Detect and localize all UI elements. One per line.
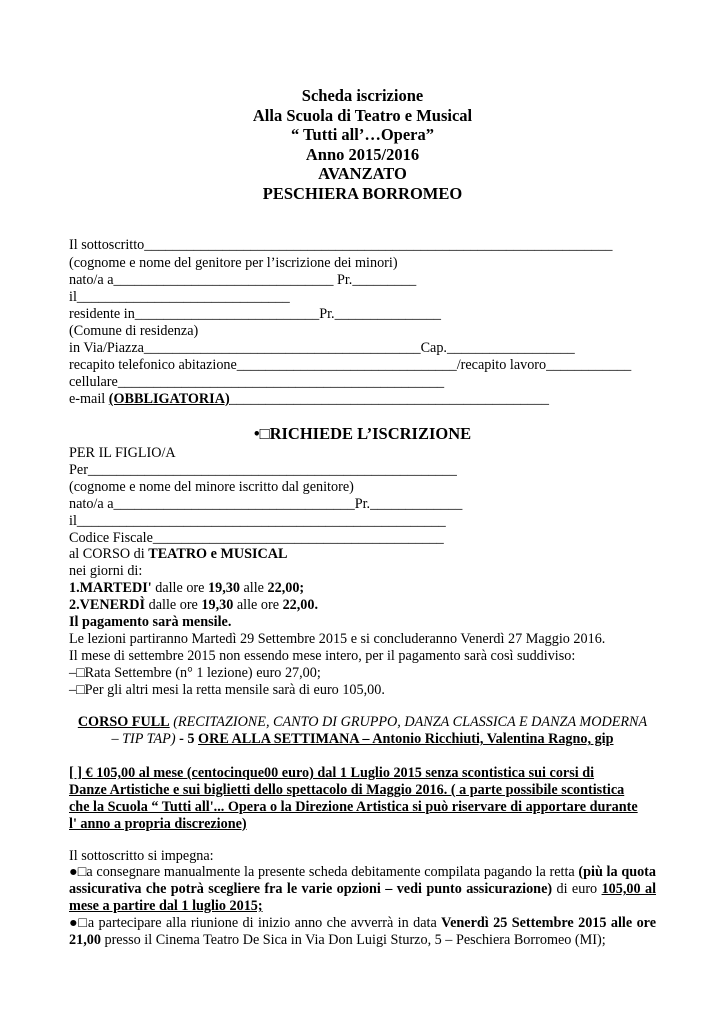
- email-blank: _____________________________________________: [229, 391, 549, 407]
- price-block: [69, 765, 656, 833]
- title-line-1: Scheda iscrizione: [301, 86, 424, 105]
- commitment-1-text: ●□a consegnare manualmente la presente scheda debitamente compilata pagando la retta: [69, 864, 579, 880]
- parent-birthplace-line: nato/a a_______________________________ Pr._________: [69, 272, 417, 288]
- price-checkbox[interactable]: [ ]: [69, 765, 82, 781]
- commitment-2: [69, 915, 656, 949]
- title-line-2: Alla Scuola di Teatro e Musical: [252, 105, 473, 125]
- course-prefix: al CORSO di: [69, 546, 149, 562]
- parent-name-line: Il sottoscritto__________________________________________________________________: [69, 237, 613, 253]
- price-line-4: l' anno a propria discrezione): [69, 816, 247, 832]
- parent-mobile-line: cellulare______________________________________________: [69, 374, 445, 390]
- child-fiscal-code-line: Codice Fiscale_________________________________________: [69, 530, 444, 546]
- day-1-to: 22,00;: [267, 580, 305, 596]
- commitment-1: [69, 864, 656, 915]
- parent-email-line: [69, 391, 549, 407]
- day-1-alle: alle: [239, 580, 268, 596]
- email-label: e-mail: [69, 391, 109, 407]
- day-2-mid: dalle ore: [145, 597, 202, 613]
- lessons-dates: Le lezioni partiranno Martedì 29 Settembre 2015 e si concluderanno Venerdì 27 Maggio 2016.: [69, 631, 606, 647]
- course-full-label: CORSO FULL: [77, 714, 170, 730]
- child-birthdate-line: il____________________________________________________: [69, 513, 446, 529]
- days-heading: nei giorni di:: [69, 563, 143, 579]
- child-birthplace-line: nato/a a__________________________________Pr._____________: [69, 496, 463, 512]
- document-title: [0, 86, 725, 203]
- commitment-intro: Il sottoscritto si impegna:: [69, 848, 214, 864]
- course-full-hours-text: ORE ALLA SETTIMANA – Antonio Ricchiuti, Valentina Ragno, gip: [198, 731, 614, 747]
- september-note: Il mese di settembre 2015 non essendo mese intero, per il pagamento sarà così suddiviso:: [69, 648, 576, 664]
- price-line-1-text: € 105,00 al mese (centocinque00 euro) dal 1 Luglio 2015 senza scontistica sui corsi di: [82, 765, 595, 781]
- request-heading: •□RICHIEDE L’ISCRIZIONE: [253, 424, 472, 443]
- commitment-1-bold-b: quota assicurativa che potrà scegliere fra le varie opzioni – vedi punto assicurazione): [69, 864, 657, 897]
- parent-address-line: in Via/Piazza_______________________________________Cap.__________________: [69, 340, 575, 356]
- price-line-1: [69, 765, 656, 782]
- course-full-line-2: [69, 731, 656, 748]
- price-line-3: che la Scuola “ Tutti all'... Opera o la Direzione Artistica si può riservare di apportare durante: [69, 799, 638, 815]
- payment-note: Il pagamento sarà mensile.: [69, 614, 232, 630]
- day-2-to: 22,00.: [282, 597, 319, 613]
- commitment-1-text-b: di euro: [552, 881, 598, 897]
- day-1-name: 1.MARTEDI': [69, 580, 152, 596]
- commitment-2-time: ore 21,00: [69, 915, 657, 948]
- day-1-from: 19,30: [208, 580, 240, 596]
- day-2-name: 2.VENERDÌ: [69, 597, 146, 613]
- installment-monthly: –□Per gli altri mesi la retta mensile sarà di euro 105,00.: [69, 682, 385, 698]
- parent-residence-line: residente in__________________________Pr._______________: [69, 306, 442, 322]
- commitment-1-amount: 105,00 al mese a partire dal 1 luglio 2015;: [69, 881, 657, 914]
- commitment-2-text: ●□a partecipare alla riunione di inizio anno che avverrà in data: [69, 915, 442, 931]
- course-full-disciplines-1: (RECITAZIONE, CANTO DI GRUPPO, DANZA CLASSICA E DANZA MODERNA: [169, 714, 648, 730]
- day-1-line: [69, 580, 304, 596]
- installment-september: –□Rata Settembre (n° 1 lezione) euro 27,00;: [69, 665, 321, 681]
- title-line-3: “ Tutti all’…Opera”: [290, 125, 434, 144]
- commitment-2-date: Venerdì 25 Settembre 2015 alle: [441, 915, 633, 931]
- course-name: TEATRO e MUSICAL: [148, 546, 288, 562]
- commitment-1-bold-a: (più la: [578, 864, 618, 880]
- title-line-4: Anno 2015/2016: [305, 144, 420, 164]
- commitment-2-place: presso il Cinema Teatro De Sica in Via Don Luigi Sturzo, 5 – Peschiera Borromeo (MI);: [100, 932, 606, 948]
- parent-birthdate-line: il______________________________: [69, 289, 290, 305]
- child-heading: PER IL FIGLIO/A: [69, 445, 176, 461]
- course-line: [69, 546, 288, 562]
- price-line-2: Danze Artistiche e sui biglietti dello spettacolo di Maggio 2016. ( a parte possibile scontistica: [69, 782, 625, 798]
- course-full-block: [69, 714, 656, 748]
- child-name-line: Per____________________________________________________: [69, 462, 457, 478]
- parent-residence-hint: (Comune di residenza): [69, 323, 199, 339]
- title-line-5: AVANZATO: [318, 164, 407, 183]
- email-mandatory: (OBBLIGATORIA): [108, 391, 230, 407]
- child-name-hint: (cognome e nome del minore iscritto dal genitore): [69, 479, 354, 495]
- day-2-from: 19,30: [201, 597, 234, 613]
- parent-name-hint: (cognome e nome del genitore per l’iscrizione dei minori): [69, 255, 398, 271]
- day-2-line: [69, 597, 318, 613]
- course-full-line-1: [69, 714, 656, 731]
- course-full-disciplines-2: – TIP TAP): [111, 731, 176, 747]
- day-2-alle: alle ore: [233, 597, 283, 613]
- day-1-mid: dalle ore: [151, 580, 208, 596]
- title-line-6: PESCHIERA BORROMEO: [262, 183, 463, 203]
- parent-phone-line: recapito telefonico abitazione_______________________________/recapito lavoro____________: [69, 357, 632, 373]
- course-full-hours-num: - 5: [175, 731, 199, 747]
